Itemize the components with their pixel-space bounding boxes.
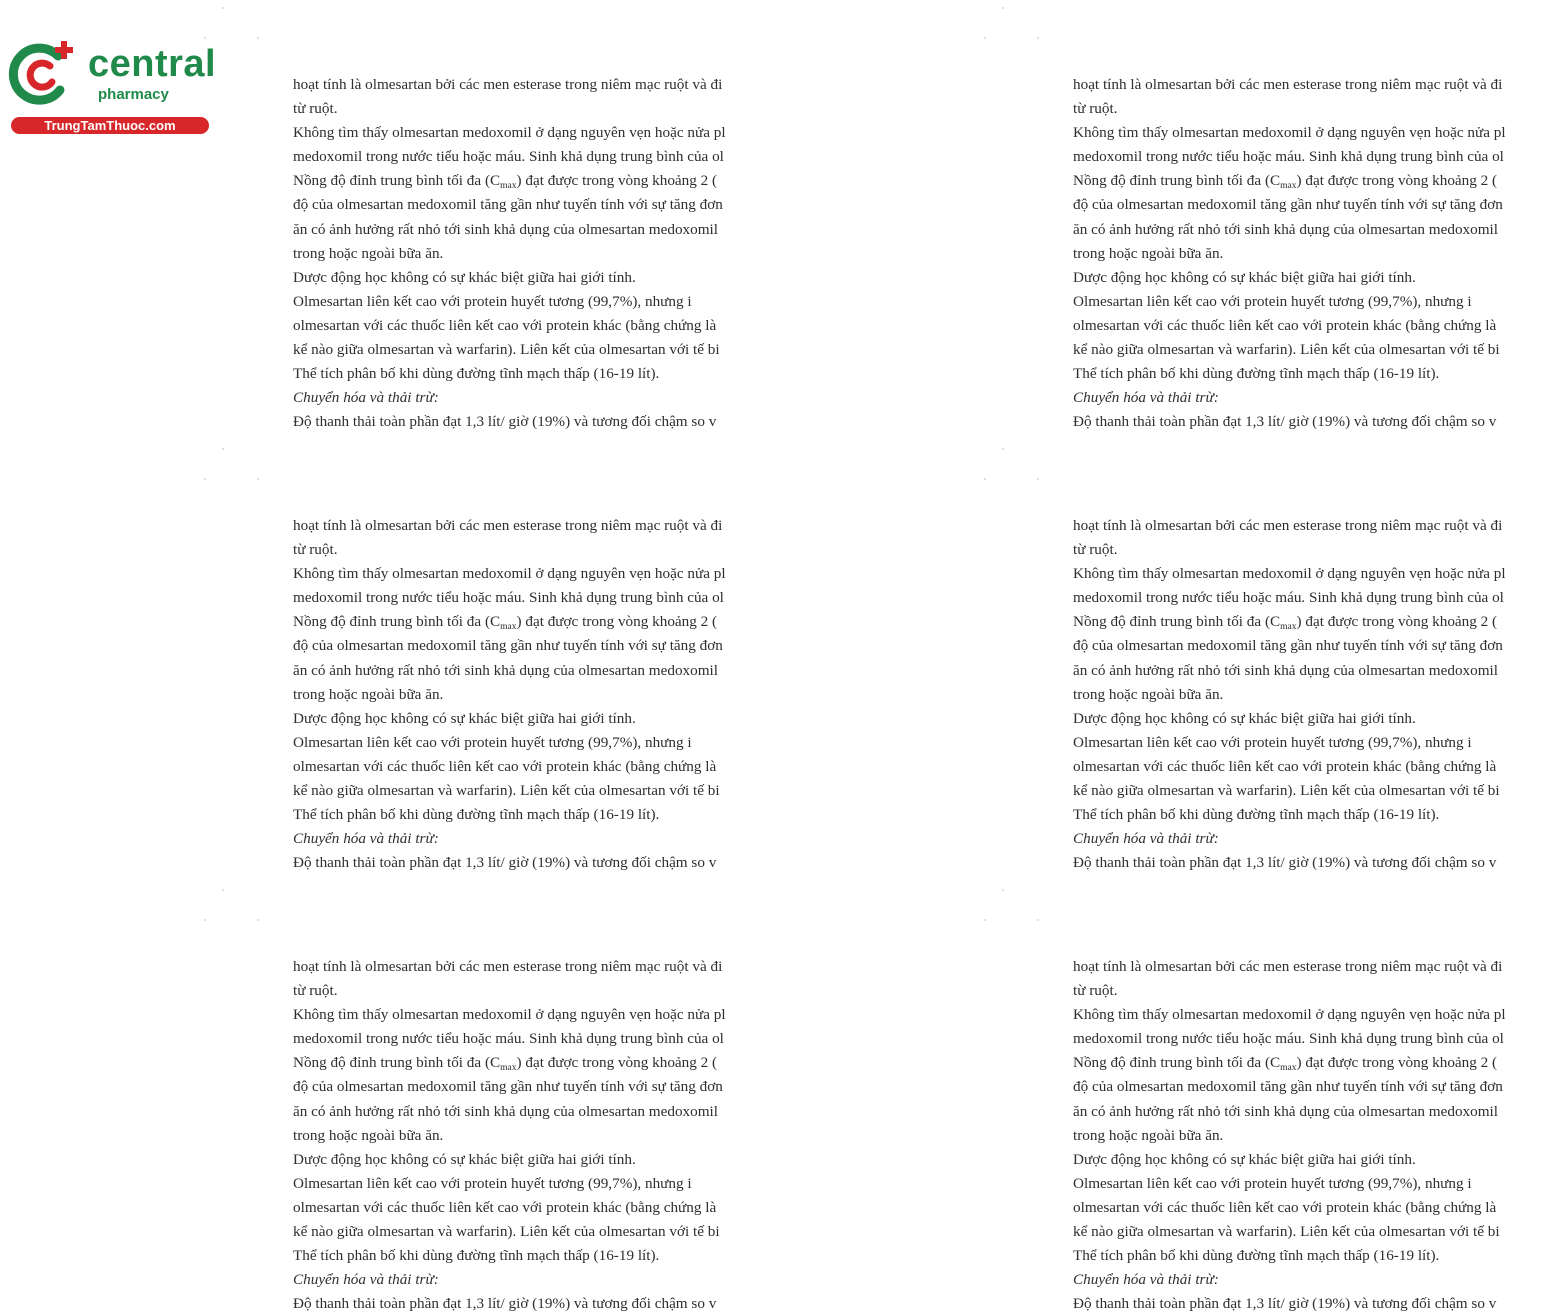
document-tile xyxy=(780,882,1506,1313)
text-line: ăn có ảnh hưởng rất nhỏ tới sinh khả dụng của olmesartan medoxomil xyxy=(1073,661,1498,679)
text-line: từ ruột. xyxy=(293,100,338,118)
text-line: olmesartan với các thuốc liên kết cao với protein khác (bằng chứng là xyxy=(293,757,717,775)
document-text xyxy=(1073,955,1560,1316)
text-line: kể nào giữa olmesartan và warfarin). Liên kết của olmesartan với tế bi xyxy=(293,341,720,359)
text-line: từ ruột. xyxy=(293,541,338,559)
text-line: kể nào giữa olmesartan và warfarin). Liên kết của olmesartan với tế bi xyxy=(1073,341,1500,359)
document-tile xyxy=(780,441,1506,882)
text-line: olmesartan với các thuốc liên kết cao với protein khác (bằng chứng là xyxy=(1073,1198,1497,1216)
text-line: Không tìm thấy olmesartan medoxomil ở dạng nguyên vẹn hoặc nửa pl xyxy=(293,124,726,142)
text-line: Thể tích phân bố khi dùng đường tĩnh mạch thấp (16-19 lít). xyxy=(293,806,660,824)
text-line: hoạt tính là olmesartan bởi các men esterase trong niêm mạc ruột và đi xyxy=(1073,958,1503,975)
text-line: Độ thanh thải toàn phần đạt 1,3 lít/ giờ (19%) và tương đối chậm so v xyxy=(1073,413,1497,431)
text-line: ăn có ảnh hưởng rất nhỏ tới sinh khả dụng của olmesartan medoxomil xyxy=(293,220,718,238)
text-line: Olmesartan liên kết cao với protein huyết tương (99,7%), nhưng i xyxy=(1073,292,1472,310)
document-tile xyxy=(0,441,780,882)
text-line: hoạt tính là olmesartan bởi các men esterase trong niêm mạc ruột và đi xyxy=(293,517,723,534)
text-line: kể nào giữa olmesartan và warfarin). Liên kết của olmesartan với tế bi xyxy=(1073,1223,1500,1241)
text-line: Độ thanh thải toàn phần đạt 1,3 lít/ giờ (19%) và tương đối chậm so v xyxy=(293,854,717,872)
text-line: ăn có ảnh hưởng rất nhỏ tới sinh khả dụng của olmesartan medoxomil xyxy=(1073,1102,1498,1120)
text-line: trong hoặc ngoài bữa ăn. xyxy=(293,244,444,262)
section-heading: Chuyển hóa và thải trừ: xyxy=(293,389,439,407)
section-heading: Chuyển hóa và thải trừ: xyxy=(1073,389,1219,407)
document-text xyxy=(293,514,780,875)
text-line-cmax: Nồng độ đỉnh trung bình tối đa $(C_{max})$ đạt được trong vòng khoảng 2 ( xyxy=(293,172,718,192)
document-text xyxy=(1073,73,1560,434)
text-line: hoạt tính là olmesartan bởi các men esterase trong niêm mạc ruột và đi xyxy=(1073,517,1503,534)
section-heading: Chuyển hóa và thải trừ: xyxy=(1073,830,1219,848)
text-line: từ ruột. xyxy=(293,982,338,1000)
text-line: Dược động học không có sự khác biệt giữa hai giới tính. xyxy=(1073,268,1416,286)
text-line: medoxomil trong nước tiểu hoặc máu. Sinh khả dụng trung bình của ol xyxy=(1073,148,1504,166)
text-line: Độ thanh thải toàn phần đạt 1,3 lít/ giờ (19%) và tương đối chậm so v xyxy=(1073,1295,1497,1313)
text-line-cmax: Nồng độ đỉnh trung bình tối đa $(C_{max})$ đạt được trong vòng khoảng 2 ( xyxy=(293,1054,718,1074)
text-line: trong hoặc ngoài bữa ăn. xyxy=(293,1126,444,1144)
text-line-cmax: Nồng độ đỉnh trung bình tối đa $(C_{max})$ đạt được trong vòng khoảng 2 ( xyxy=(1073,1054,1498,1074)
text-line: trong hoặc ngoài bữa ăn. xyxy=(1073,244,1224,262)
document-text xyxy=(293,73,780,434)
text-line-cmax: Nồng độ đỉnh trung bình tối đa $(C_{max})$ đạt được trong vòng khoảng 2 ( xyxy=(293,613,718,633)
text-line: hoạt tính là olmesartan bởi các men esterase trong niêm mạc ruột và đi xyxy=(1073,76,1503,93)
text-line: Độ thanh thải toàn phần đạt 1,3 lít/ giờ (19%) và tương đối chậm so v xyxy=(293,413,717,431)
text-line: Thể tích phân bố khi dùng đường tĩnh mạch thấp (16-19 lít). xyxy=(1073,806,1440,824)
text-line-cmax: Nồng độ đỉnh trung bình tối đa $(C_{max})$ đạt được trong vòng khoảng 2 ( xyxy=(1073,172,1498,192)
text-line: Thể tích phân bố khi dùng đường tĩnh mạch thấp (16-19 lít). xyxy=(293,1247,660,1265)
text-line: ăn có ảnh hưởng rất nhỏ tới sinh khả dụng của olmesartan medoxomil xyxy=(293,661,718,679)
text-line: độ của olmesartan medoxomil tăng gần như tuyến tính với sự tăng đơn xyxy=(293,1078,723,1096)
document-tile xyxy=(0,882,780,1313)
text-line: medoxomil trong nước tiểu hoặc máu. Sinh khả dụng trung bình của ol xyxy=(293,589,724,607)
text-line: Dược động học không có sự khác biệt giữa hai giới tính. xyxy=(293,1150,636,1168)
text-line: độ của olmesartan medoxomil tăng gần như tuyến tính với sự tăng đơn xyxy=(1073,637,1503,655)
text-line: Olmesartan liên kết cao với protein huyết tương (99,7%), nhưng i xyxy=(1073,1174,1472,1192)
text-line: Dược động học không có sự khác biệt giữa hai giới tính. xyxy=(1073,709,1416,727)
text-line: Không tìm thấy olmesartan medoxomil ở dạng nguyên vẹn hoặc nửa pl xyxy=(1073,565,1506,583)
text-line: trong hoặc ngoài bữa ăn. xyxy=(293,685,444,703)
text-line: kể nào giữa olmesartan và warfarin). Liên kết của olmesartan với tế bi xyxy=(293,782,720,800)
document-tile xyxy=(780,0,1506,441)
text-line: Olmesartan liên kết cao với protein huyết tương (99,7%), nhưng i xyxy=(1073,733,1472,751)
section-heading: Chuyển hóa và thải trừ: xyxy=(1073,1271,1219,1289)
text-line: ăn có ảnh hưởng rất nhỏ tới sinh khả dụng của olmesartan medoxomil xyxy=(1073,220,1498,238)
document-text xyxy=(1073,514,1560,875)
text-line: Không tìm thấy olmesartan medoxomil ở dạng nguyên vẹn hoặc nửa pl xyxy=(1073,1006,1506,1024)
text-line: Không tìm thấy olmesartan medoxomil ở dạng nguyên vẹn hoặc nửa pl xyxy=(293,565,726,583)
text-line: độ của olmesartan medoxomil tăng gần như tuyến tính với sự tăng đơn xyxy=(293,196,723,214)
text-line: Dược động học không có sự khác biệt giữa hai giới tính. xyxy=(293,709,636,727)
text-line: Dược động học không có sự khác biệt giữa hai giới tính. xyxy=(293,268,636,286)
text-line: Không tìm thấy olmesartan medoxomil ở dạng nguyên vẹn hoặc nửa pl xyxy=(293,1006,726,1024)
text-line: Không tìm thấy olmesartan medoxomil ở dạng nguyên vẹn hoặc nửa pl xyxy=(1073,124,1506,142)
text-line: kể nào giữa olmesartan và warfarin). Liên kết của olmesartan với tế bi xyxy=(293,1223,720,1241)
text-line: medoxomil trong nước tiểu hoặc máu. Sinh khả dụng trung bình của ol xyxy=(1073,589,1504,607)
text-line: Dược động học không có sự khác biệt giữa hai giới tính. xyxy=(1073,1150,1416,1168)
text-line: Olmesartan liên kết cao với protein huyết tương (99,7%), nhưng i xyxy=(293,1174,692,1192)
text-line: Thể tích phân bố khi dùng đường tĩnh mạch thấp (16-19 lít). xyxy=(1073,1247,1440,1265)
logo-c-cross-icon xyxy=(10,38,80,106)
text-line: trong hoặc ngoài bữa ăn. xyxy=(1073,685,1224,703)
text-line: Độ thanh thải toàn phần đạt 1,3 lít/ giờ (19%) và tương đối chậm so v xyxy=(293,1295,717,1313)
text-line: hoạt tính là olmesartan bởi các men esterase trong niêm mạc ruột và đi xyxy=(293,958,723,975)
brand-subtitle: pharmacy xyxy=(98,86,169,103)
text-line: olmesartan với các thuốc liên kết cao với protein khác (bằng chứng là xyxy=(1073,316,1497,334)
text-line: từ ruột. xyxy=(1073,982,1118,1000)
document-text xyxy=(293,955,780,1316)
text-line: Olmesartan liên kết cao với protein huyết tương (99,7%), nhưng i xyxy=(293,292,692,310)
text-line: medoxomil trong nước tiểu hoặc máu. Sinh khả dụng trung bình của ol xyxy=(293,1030,724,1048)
text-line: ăn có ảnh hưởng rất nhỏ tới sinh khả dụng của olmesartan medoxomil xyxy=(293,1102,718,1120)
text-line: độ của olmesartan medoxomil tăng gần như tuyến tính với sự tăng đơn xyxy=(1073,1078,1503,1096)
text-line: trong hoặc ngoài bữa ăn. xyxy=(1073,1126,1224,1144)
brand-website[interactable]: TrungTamThuoc.com xyxy=(11,117,209,134)
brand-logo[interactable] xyxy=(10,38,215,138)
text-line: kể nào giữa olmesartan và warfarin). Liên kết của olmesartan với tế bi xyxy=(1073,782,1500,800)
text-line: olmesartan với các thuốc liên kết cao với protein khác (bằng chứng là xyxy=(293,1198,717,1216)
brand-name: central xyxy=(88,43,217,85)
text-line: medoxomil trong nước tiểu hoặc máu. Sinh khả dụng trung bình của ol xyxy=(1073,1030,1504,1048)
text-line: hoạt tính là olmesartan bởi các men esterase trong niêm mạc ruột và đi xyxy=(293,76,723,93)
text-line-cmax: Nồng độ đỉnh trung bình tối đa $(C_{max})$ đạt được trong vòng khoảng 2 ( xyxy=(1073,613,1498,633)
text-line: Thể tích phân bố khi dùng đường tĩnh mạch thấp (16-19 lít). xyxy=(1073,365,1440,383)
text-line: Độ thanh thải toàn phần đạt 1,3 lít/ giờ (19%) và tương đối chậm so v xyxy=(1073,854,1497,872)
section-heading: Chuyển hóa và thải trừ: xyxy=(293,830,439,848)
text-line: Olmesartan liên kết cao với protein huyết tương (99,7%), nhưng i xyxy=(293,733,692,751)
text-line: từ ruột. xyxy=(1073,100,1118,118)
text-line: từ ruột. xyxy=(1073,541,1118,559)
text-line: Thể tích phân bố khi dùng đường tĩnh mạch thấp (16-19 lít). xyxy=(293,365,660,383)
text-line: olmesartan với các thuốc liên kết cao với protein khác (bằng chứng là xyxy=(293,316,717,334)
text-line: medoxomil trong nước tiểu hoặc máu. Sinh khả dụng trung bình của ol xyxy=(293,148,724,166)
text-line: độ của olmesartan medoxomil tăng gần như tuyến tính với sự tăng đơn xyxy=(293,637,723,655)
text-line: olmesartan với các thuốc liên kết cao với protein khác (bằng chứng là xyxy=(1073,757,1497,775)
text-line: độ của olmesartan medoxomil tăng gần như tuyến tính với sự tăng đơn xyxy=(1073,196,1503,214)
section-heading: Chuyển hóa và thải trừ: xyxy=(293,1271,439,1289)
